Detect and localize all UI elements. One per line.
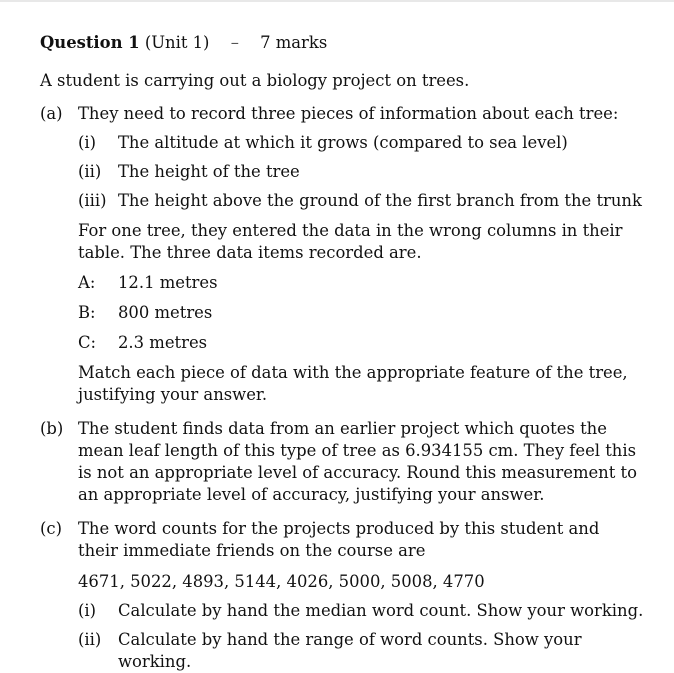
data-item-value: 12.1 metres <box>118 273 218 292</box>
word-counts: 4671, 5022, 4893, 5144, 4026, 5000, 5008, 4770 <box>78 572 485 591</box>
question-heading <box>40 32 652 58</box>
part-a-paragraph: For one tree, they entered the data in the wrong columns in their table. The three data items recorded are. <box>78 221 623 262</box>
data-item-a <box>78 272 652 294</box>
question-unit: (Unit 1) <box>144 33 210 52</box>
part-a-item-text: The altitude at which it grows (compared to sea level) <box>118 133 568 152</box>
question-title: Question 1 <box>40 33 140 52</box>
part-b <box>40 418 652 506</box>
part-c-text: The word counts for the projects produced by this student and their immediate friends on the course are <box>78 519 600 560</box>
part-a-item-i <box>78 132 652 154</box>
part-c-item-label: (ii) <box>78 630 102 649</box>
question-intro: A student is carrying out a biology project on trees. <box>40 71 470 90</box>
part-c-item-i <box>78 600 652 622</box>
data-item-label: C: <box>78 333 97 352</box>
part-c-item-ii <box>78 629 652 673</box>
data-item-label: A: <box>78 273 96 292</box>
part-a-text: They need to record three pieces of information about each tree: <box>78 104 619 123</box>
part-a-label: (a) <box>40 104 63 123</box>
part-c-item-text: Calculate by hand the median word count. Show your working. <box>118 601 644 620</box>
part-c-label: (c) <box>40 519 62 538</box>
part-a-item-text: The height of the tree <box>118 162 300 181</box>
data-item-label: B: <box>78 303 96 322</box>
part-b-label: (b) <box>40 419 64 438</box>
part-a-item-label: (iii) <box>78 191 107 210</box>
part-b-text: The student finds data from an earlier project which quotes the mean leaf length of this type of tree as 6.934155 cm. They feel this is not an appropriate level of accuracy. Round this measurement to an appropriate level of accuracy, justifying your answer. <box>78 419 637 504</box>
part-c <box>40 518 652 673</box>
question-page <box>40 32 652 673</box>
part-a-item-text: The height above the ground of the first branch from the trunk <box>118 191 642 210</box>
data-item-b <box>78 302 652 324</box>
part-a-task: Match each piece of data with the appropriate feature of the tree, justifying your answer. <box>78 363 628 404</box>
data-item-c <box>78 332 652 354</box>
part-c-item-label: (i) <box>78 601 97 620</box>
data-item-value: 800 metres <box>118 303 213 322</box>
part-a-item-ii <box>78 161 652 183</box>
part-a-item-label: (ii) <box>78 162 102 181</box>
top-border <box>0 0 674 2</box>
part-a <box>40 103 652 406</box>
question-marks: 7 marks <box>260 33 328 52</box>
data-item-value: 2.3 metres <box>118 333 208 352</box>
part-a-item-label: (i) <box>78 133 97 152</box>
part-c-item-text: Calculate by hand the range of word counts. Show your working. <box>118 630 582 671</box>
part-a-item-iii <box>78 190 652 212</box>
heading-dash: – <box>230 33 239 52</box>
